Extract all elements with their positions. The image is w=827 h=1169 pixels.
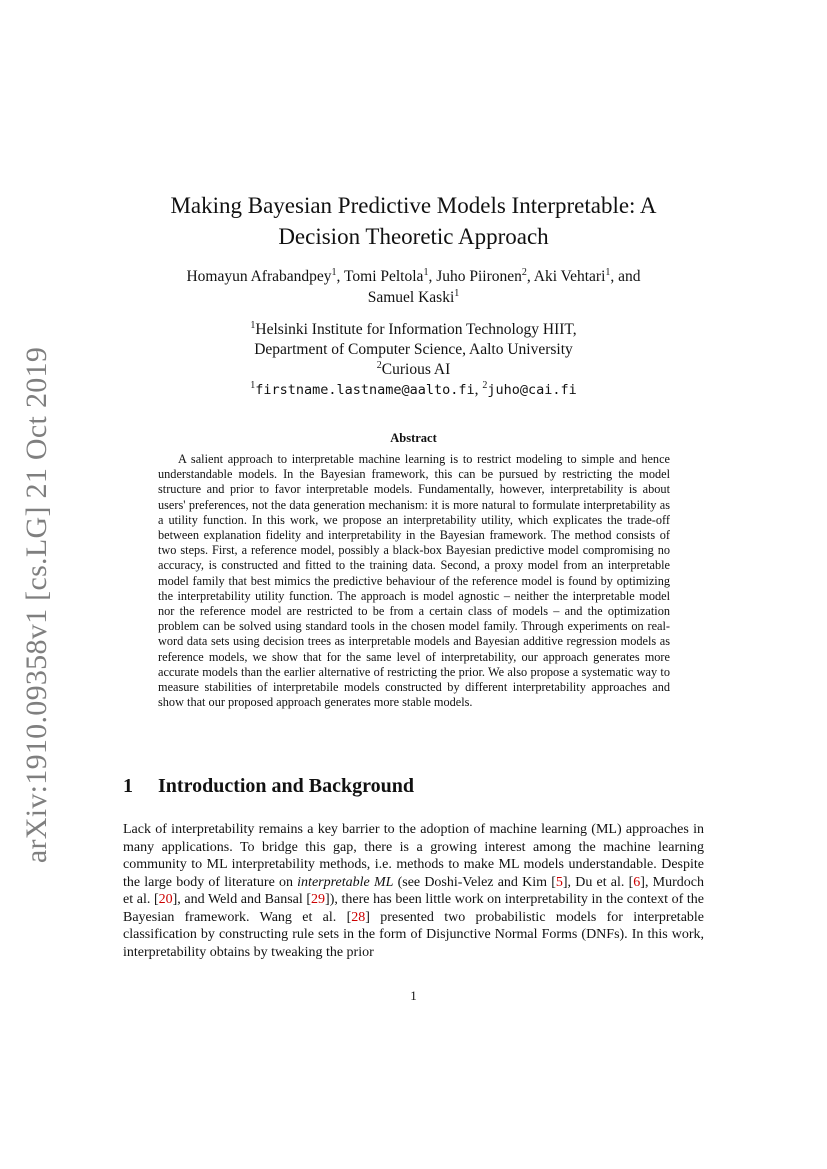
citation-link[interactable]: 20 [158, 892, 173, 907]
intro-text: ]), there has been little work on interpretability in the context of the Bayesian framework. Wang et al. [ [123, 892, 704, 925]
author-separator: , [336, 268, 344, 285]
author-separator: , and [610, 268, 641, 285]
author-name: Aki Vehtari [533, 268, 606, 285]
section-number: 1 [123, 775, 133, 797]
affiliation-line: Helsinki Institute for Information Technology HIIT, [255, 321, 577, 338]
intro-text: (see Doshi-Velez and Kim [ [393, 874, 556, 890]
email-separator: , [474, 381, 483, 398]
affiliation-mark: 2 [482, 379, 488, 391]
author-name: Samuel Kaski [367, 289, 455, 306]
author-affiliation-mark: 2 [521, 266, 527, 278]
author-separator: , [428, 268, 437, 285]
arxiv-identifier: arXiv:1910.09358v1 [cs.LG] 21 Oct 2019 [20, 346, 53, 864]
affiliations [130, 320, 697, 400]
author-name: Juho Piironen [436, 268, 522, 285]
intro-text: ], Du et al. [ [562, 874, 634, 890]
section-heading [123, 775, 414, 798]
affiliation-line: Department of Computer Science, Aalto University [254, 341, 573, 358]
citation-link[interactable]: 28 [351, 909, 366, 925]
affiliation-1 [130, 320, 697, 340]
citation-link[interactable]: 5 [555, 874, 563, 890]
intro-emphasis: interpretable ML [297, 874, 394, 890]
affiliation-line: Curious AI [381, 361, 451, 378]
paper-title: Making Bayesian Predictive Models Interpretable: A Decision Theoretic Approach [170, 193, 657, 249]
author-name: Homayun Afrabandpey [186, 268, 332, 285]
affiliation-mark: 1 [250, 379, 256, 391]
abstract-heading: Abstract [390, 431, 437, 445]
author-list [120, 266, 707, 308]
section-title: Introduction and Background [158, 775, 415, 797]
intro-paragraph [123, 821, 704, 961]
citation-link[interactable]: 6 [633, 874, 641, 890]
author-affiliation-mark: 1 [423, 266, 429, 278]
email-address[interactable]: juho@cai.fi [487, 382, 577, 398]
citation-link[interactable]: 29 [311, 892, 326, 907]
intro-text: ], Murdoch et al. [ [123, 874, 704, 907]
intro-text: ], and Weld and Bansal [ [172, 892, 312, 907]
intro-text: Lack of interpretability remains a key barrier to the adoption of machine learning (ML) approaches in many applications. To bridge this gap, there is a growing interest among the machine learning community to ML interpretability methods, i.e. methods to make ML models understandable. Despite the large body of literature on [123, 822, 704, 890]
author-affiliation-mark: 1 [454, 287, 460, 299]
author-separator: , [526, 268, 534, 285]
author-affiliation-mark: 1 [331, 266, 337, 278]
author-affiliation-mark: 1 [605, 266, 611, 278]
contact-emails [130, 380, 697, 400]
email-address[interactable]: firstname.lastname@aalto.fi [255, 382, 475, 398]
page-number: 1 [410, 988, 417, 1003]
abstract-body: A salient approach to interpretable machine learning is to restrict modeling to simple and hence understandable models. In the Bayesian framework, this can be pursued by restricting the model structure and prior to favor interpretable models. Fundamentally, however, interpretability is about users' preferences, not the data generation mechanism: it is more natural to formulate interpretability as a utility function. In this work, we propose an interpretability utility, which explicates the trade-off between explanation fidelity and interpretability in the Bayesian framework. The method consists of two steps. First, a reference model, possibly a black-box Bayesian predictive model compromising no accuracy, is constructed and fitted to the training data. Second, a proxy model from an interpretable model family that best mimics the predictive behaviour of the reference model is found by optimizing the interpretability utility function. The approach is model agnostic – neither the interpretable model nor the reference model are restricted to be from a certain class of models – and the optimization problem can be solved using standard tools in the chosen model family. Through experiments on real-word data sets using decision trees as interpretable models and Bayesian additive regression models as reference models, we show that for the same level of interpretability, our approach generates more accurate models than the earlier alternative of restricting the prior. We also propose a systematic way to measure stabilities of interpretabile models constructed by different interpretability approaches and show that our proposed approach generates more stable models. [158, 452, 670, 710]
affiliation-mark: 2 [376, 359, 382, 371]
intro-text: ] presented two probabilistic models for interpretable classification by constructing rule sets in the form of Disjunctive Normal Forms (DNFs). In this work, interpretability obtains by tweaking the prior [123, 909, 705, 960]
affiliation-2 [130, 360, 697, 380]
author-name: Tomi Peltola [344, 268, 424, 285]
affiliation-mark: 1 [250, 319, 256, 331]
